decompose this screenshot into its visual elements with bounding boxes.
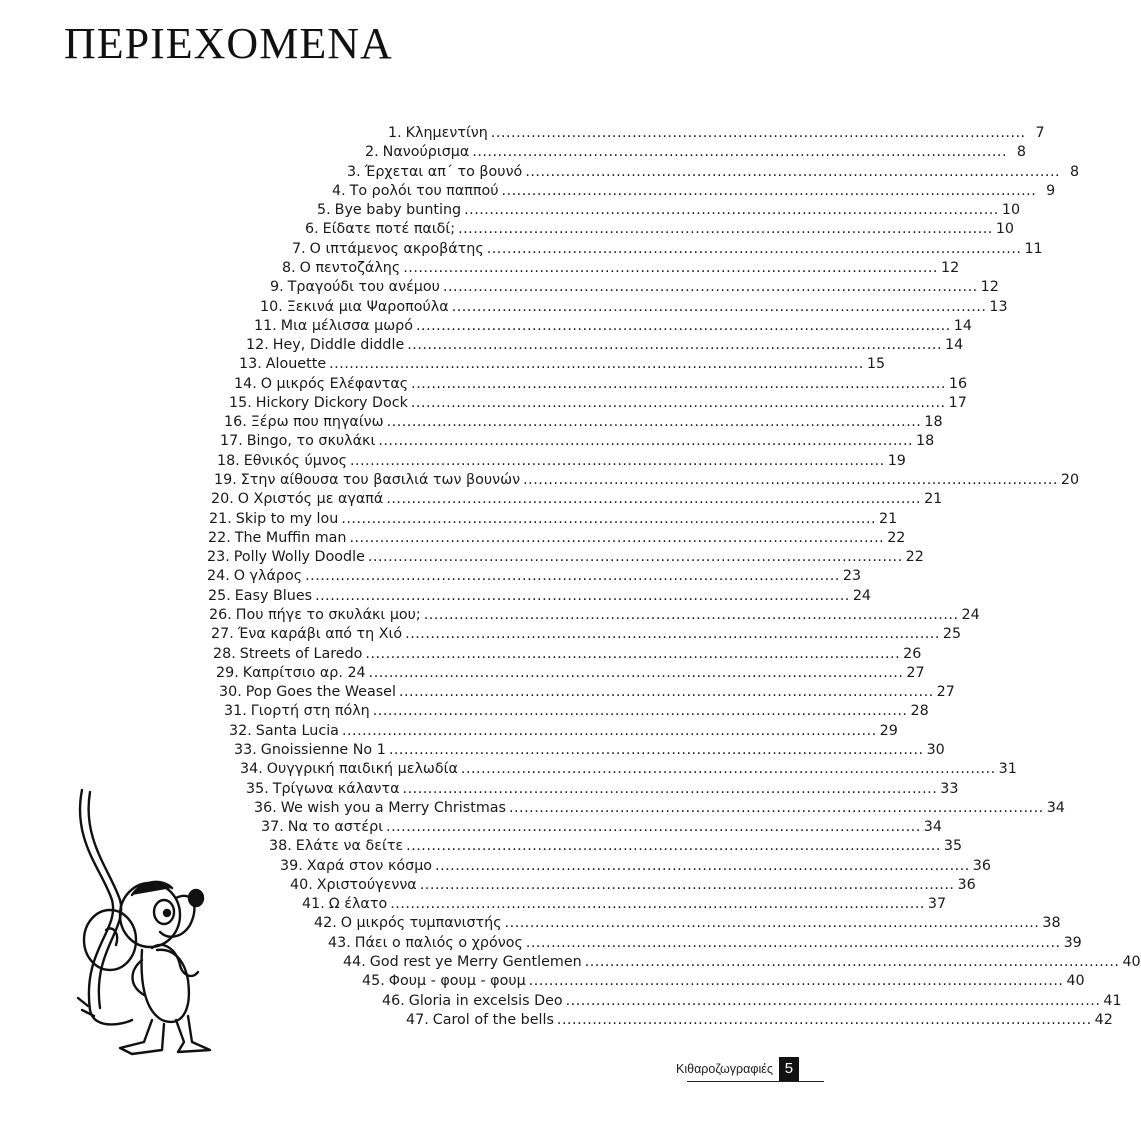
toc-entry-number: 5. (317, 202, 331, 219)
toc-entry-number: 36. (254, 799, 277, 816)
toc-entry-page: 41 (1103, 992, 1122, 1009)
toc-entry-title: Μια μέλισσα μωρό (280, 317, 413, 334)
dot-leader: .......................................................................................................... (388, 741, 924, 758)
toc-entry-number: 18. (217, 452, 240, 469)
dot-leader: .......................................................................................................... (386, 819, 921, 836)
toc-entry[interactable] (292, 240, 1043, 259)
toc-entry-page: 28 (910, 703, 929, 720)
toc-entry-title: Χριστούγεννα (316, 876, 417, 893)
dot-leader: .......................................................................................................... (528, 973, 1064, 990)
toc-entry-page: 36 (957, 876, 976, 893)
toc-entry-title: Hickory Dickory Dock (255, 394, 408, 411)
toc-entry-title: We wish you a Merry Christmas (280, 799, 506, 816)
toc-entry-page: 22 (887, 529, 906, 546)
toc-entry-page: 20 (1060, 472, 1080, 489)
toc-entry[interactable] (211, 625, 962, 644)
dot-leader: .......................................................................................................... (349, 529, 885, 546)
toc-entry-page: 40 (1066, 973, 1085, 990)
toc-entry[interactable] (280, 857, 991, 876)
dot-leader: .......................................................................................................... (403, 259, 938, 276)
toc-entry-number: 26. (209, 607, 232, 623)
toc-entry-page: 21 (879, 510, 898, 527)
toc-entry-number: 10. (260, 298, 283, 315)
dot-leader: .......................................................................................................... (365, 645, 901, 662)
toc-entry[interactable] (365, 143, 1027, 162)
toc-entry-number: 41. (302, 896, 325, 913)
dot-leader: .......................................................................................................... (349, 452, 885, 469)
toc-entry-page: 23 (842, 568, 862, 585)
toc-entry[interactable] (224, 702, 929, 721)
toc-entry-page: 13 (989, 298, 1008, 315)
dot-leader: .......................................................................................................... (464, 202, 999, 219)
toc-entry-page: 18 (916, 433, 935, 450)
toc-entry-title: Pop Goes the Weasel (245, 684, 396, 701)
dot-leader: .......................................................................................................... (416, 317, 951, 334)
toc-entry-page: 14 (953, 317, 972, 334)
toc-entry-number: 16. (224, 414, 247, 431)
toc-entry-title: Το ρολόι του παππού (349, 182, 499, 199)
toc-entry-title: God rest ye Merry Gentlemen (369, 954, 582, 971)
toc-entry[interactable] (229, 722, 898, 741)
toc-entry-title: Ξέρω που πηγαίνω (250, 414, 384, 431)
toc-entry-number: 22. (208, 529, 231, 546)
toc-entry-page: 24 (961, 607, 980, 623)
toc-entry-number: 6. (305, 221, 319, 238)
toc-entry-number: 30. (219, 684, 242, 701)
toc-entry-title: Ο ιπτάμενος ακροβάτης (309, 240, 484, 257)
toc-entry-number: 34. (240, 761, 263, 778)
toc-entry-title: Bye baby bunting (334, 202, 462, 219)
toc-entry[interactable] (220, 432, 935, 451)
toc-entry-title: Ο γλάρος (233, 568, 303, 585)
toc-entry-title: Alouette (265, 356, 327, 373)
toc-entry-number: 4. (332, 182, 346, 199)
toc-entry-number: 12. (246, 337, 269, 354)
book-title: Κιθαροζωγραφιές (676, 1062, 773, 1076)
toc-entry-title: Ο μικρός τυμπανιστής (340, 915, 502, 932)
toc-entry[interactable] (219, 683, 955, 702)
toc-entry-number: 24. (207, 568, 230, 585)
dot-leader: .......................................................................................................... (390, 896, 925, 913)
toc-entry-number: 23. (207, 549, 230, 566)
toc-entry-page: 10 (995, 221, 1015, 238)
toc-entry-title: Είδατε ποτέ παιδί; (322, 221, 456, 238)
dot-leader: .......................................................................................................... (341, 510, 877, 527)
toc-entry-page: 42 (1094, 1011, 1113, 1028)
toc-entry-page: 12 (980, 279, 999, 296)
toc-entry-title: Easy Blues (234, 587, 313, 604)
dot-leader: .......................................................................................................... (523, 472, 1058, 489)
toc-entry-page: 25 (942, 626, 962, 643)
toc-entry-page: 38 (1042, 915, 1061, 932)
toc-entry-title: Πάει ο παλιός ο χρόνος (354, 934, 523, 951)
toc-entry-title: Νανούρισμα (382, 144, 470, 161)
toc-entry-page: 15 (866, 356, 886, 373)
toc-entry[interactable] (234, 375, 968, 394)
toc-entry-number: 44. (343, 954, 366, 971)
toc-entry-title: Ουγγρική παιδική μελωδία (266, 761, 458, 778)
toc-entry-title: Έρχεται απ΄ το βουνό (364, 163, 523, 180)
toc-entry-title: Ω έλατο (328, 896, 388, 913)
toc-entry-page: 40 (1122, 954, 1141, 971)
toc-entry[interactable] (239, 355, 886, 374)
toc-entry-number: 14. (234, 375, 257, 392)
toc-entry[interactable] (229, 394, 967, 413)
toc-entry[interactable] (217, 452, 906, 471)
dot-leader: .......................................................................................................... (501, 182, 1037, 199)
dot-leader: .......................................................................................................... (368, 664, 904, 681)
dot-leader: .......................................................................................................... (386, 414, 922, 431)
toc-entry-title: Ο πεντοζάλης (299, 259, 401, 276)
toc-entry-title: Καπρίτσιο αρ. 24 (242, 664, 366, 681)
toc-entry-title: Gnoissienne No 1 (260, 741, 386, 758)
toc-entry-number: 27. (211, 626, 234, 643)
toc-entry[interactable] (382, 992, 1122, 1011)
toc-entry-number: 19. (214, 472, 237, 489)
page-title: ΠΕΡΙΕΧΟΜΕΝΑ (64, 19, 393, 68)
toc-entry-page: 11 (1024, 240, 1043, 257)
toc-entry-title: Streets of Laredo (239, 645, 363, 662)
toc-entry-number: 43. (328, 934, 351, 951)
toc-entry-title: Που πήγε το σκυλάκι μου; (235, 607, 421, 623)
dot-leader: .......................................................................................................... (451, 298, 987, 315)
toc-entry-number: 3. (347, 163, 361, 180)
toc-entry[interactable] (269, 837, 963, 856)
toc-entry-title: Εθνικός ύμνος (243, 452, 347, 469)
toc-entry-title: Polly Wolly Doodle (233, 549, 365, 566)
toc-entry-title: Ξεκινά μια Ψαροπούλα (286, 298, 449, 315)
page-footer (676, 1058, 799, 1080)
dot-leader: .......................................................................................................... (305, 568, 840, 585)
toc-entry[interactable] (209, 510, 898, 529)
toc-entry-number: 28. (213, 645, 236, 662)
toc-entry[interactable] (216, 664, 925, 683)
toc-entry-title: Santa Lucia (255, 722, 339, 739)
toc-entry[interactable] (362, 972, 1085, 991)
toc-entry-page: 31 (998, 761, 1017, 778)
toc-entry[interactable] (246, 336, 964, 355)
toc-entry[interactable] (240, 760, 1017, 779)
toc-entry-page: 27 (906, 664, 925, 681)
toc-entry[interactable] (282, 259, 960, 278)
toc-entry[interactable] (224, 413, 943, 432)
toc-entry-number: 21. (209, 510, 232, 527)
toc-entry[interactable] (208, 529, 906, 548)
dot-leader: .......................................................................................................... (556, 1011, 1092, 1028)
toc-entry-number: 46. (382, 992, 405, 1009)
page-number: 5 (779, 1057, 799, 1081)
toc-entry-number: 42. (314, 915, 337, 932)
toc-entry-page: 33 (940, 780, 959, 797)
toc-entry-page: 24 (852, 587, 872, 604)
dot-leader: .......................................................................................................... (490, 125, 1026, 141)
toc-entry[interactable] (208, 587, 872, 606)
toc-entry-number: 45. (362, 973, 385, 990)
dot-leader: .......................................................................................................... (460, 761, 996, 778)
toc-entry-title: Κλημεντίνη (405, 125, 488, 141)
toc-entry-page: 19 (887, 452, 906, 469)
toc-entry-page: 39 (1063, 934, 1082, 951)
dot-leader: .......................................................................................................... (329, 356, 864, 373)
footer-rule (687, 1081, 824, 1082)
toc-entry[interactable] (246, 780, 959, 799)
toc-entry-number: 7. (292, 240, 306, 257)
toc-entry-page: 35 (943, 838, 963, 855)
toc-entry-page: 12 (940, 259, 960, 276)
toc-entry-number: 47. (406, 1011, 429, 1028)
toc-entry-page: 8 (1016, 144, 1027, 161)
toc-entry-number: 2. (365, 144, 379, 161)
toc-entry-number: 29. (216, 664, 239, 681)
dot-leader: .......................................................................................................... (398, 684, 934, 701)
toc-entry-page: 17 (948, 394, 967, 411)
toc-entry[interactable] (328, 934, 1082, 953)
toc-entry-number: 35. (246, 780, 269, 797)
toc-entry[interactable] (234, 741, 945, 760)
toc-entry-page: 21 (924, 491, 943, 508)
toc-entry[interactable] (388, 124, 1045, 143)
mouse-illustration (72, 780, 222, 1060)
toc-entry-page: 16 (948, 375, 968, 392)
dot-leader: .......................................................................................................... (584, 954, 1120, 971)
toc-entry-title: Τρίγωνα κάλαντα (272, 780, 400, 797)
toc-entry[interactable] (270, 278, 999, 297)
toc-entry[interactable] (213, 645, 922, 664)
toc-entry[interactable] (332, 182, 1056, 201)
toc-entry-page: 26 (903, 645, 922, 662)
toc-entry-number: 33. (234, 741, 257, 758)
toc-entry[interactable] (261, 818, 942, 837)
dot-leader: .......................................................................................................... (508, 799, 1044, 816)
dot-leader: .......................................................................................................... (565, 992, 1101, 1009)
toc-entry-title: Ελάτε να δείτε (295, 838, 404, 855)
dot-leader: .......................................................................................................... (386, 491, 922, 508)
dot-leader: .......................................................................................................... (442, 279, 978, 296)
toc-entry-number: 40. (290, 876, 313, 893)
toc-entry[interactable] (214, 471, 1080, 490)
toc-entry-number: 9. (270, 279, 284, 296)
dot-leader: .......................................................................................................... (486, 240, 1022, 257)
toc-entry[interactable] (347, 163, 1080, 182)
toc-entry-page: 29 (879, 722, 898, 739)
dot-leader: .......................................................................................................... (423, 607, 959, 623)
toc-entry-number: 1. (388, 125, 402, 141)
toc-entry[interactable] (290, 876, 976, 895)
toc-entry[interactable] (254, 317, 972, 336)
toc-entry-title: Bingo, το σκυλάκι (246, 433, 376, 450)
toc-entry-title: Hey, Diddle diddle (272, 337, 405, 354)
dot-leader: .......................................................................................................... (367, 549, 903, 566)
toc-entry-number: 38. (269, 838, 292, 855)
toc-entry-title: Ο μικρός Ελέφαντας (260, 375, 409, 392)
toc-entry-number: 25. (208, 587, 231, 604)
dot-leader: .......................................................................................................... (419, 876, 955, 893)
toc-entry[interactable] (314, 914, 1061, 933)
toc-entry-title: Να το αστέρι (287, 819, 384, 836)
toc-entry-title: Στην αίθουσα του βασιλιά των βουνών (240, 472, 521, 489)
toc-entry-number: 20. (211, 491, 234, 508)
dot-leader: .......................................................................................................... (504, 915, 1040, 932)
toc-entry[interactable] (343, 953, 1141, 972)
dot-leader: .......................................................................................................... (458, 221, 993, 238)
toc-entry-page: 30 (926, 741, 945, 758)
toc-entry[interactable] (406, 1011, 1113, 1030)
toc-entry-number: 31. (224, 703, 247, 720)
toc-entry-page: 34 (923, 819, 942, 836)
toc-entry-page: 9 (1046, 182, 1056, 199)
toc-entry-page: 37 (927, 896, 947, 913)
toc-entry-page: 7 (1035, 125, 1045, 141)
toc-entry-number: 37. (261, 819, 284, 836)
toc-entry[interactable] (207, 567, 862, 586)
dot-leader: .......................................................................................................... (472, 144, 1008, 161)
toc-entry-page: 34 (1046, 799, 1065, 816)
toc-entry-page: 22 (905, 549, 924, 566)
toc-entry[interactable] (207, 548, 924, 567)
toc-entry-title: Skip to my lou (235, 510, 339, 527)
toc-entry-page: 8 (1069, 163, 1080, 180)
toc-entry-title: Carol of the bells (432, 1011, 554, 1028)
dot-leader: .......................................................................................................... (315, 587, 850, 604)
toc-entry-number: 15. (229, 394, 252, 411)
dot-leader: .......................................................................................................... (341, 722, 877, 739)
toc-entry-title: Γιορτή στη πόλη (250, 703, 370, 720)
toc-entry[interactable] (302, 895, 947, 914)
dot-leader: .......................................................................................................... (378, 433, 914, 450)
dot-leader: .......................................................................................................... (410, 394, 946, 411)
toc-entry-number: 39. (280, 857, 303, 874)
dot-leader: .......................................................................................................... (411, 375, 946, 392)
toc-entry-number: 32. (229, 722, 252, 739)
toc-entry-number: 11. (254, 317, 277, 334)
toc-entry[interactable] (254, 799, 1065, 818)
dot-leader: .......................................................................................................... (525, 163, 1061, 180)
dot-leader: .......................................................................................................... (402, 780, 938, 797)
toc-entry-title: Τραγούδι του ανέμου (287, 279, 440, 296)
toc-entry-number: 17. (220, 433, 243, 450)
toc-entry-title: The Muffin man (234, 529, 347, 546)
dot-leader: .......................................................................................................... (525, 934, 1061, 951)
toc-entry-number: 8. (282, 259, 296, 276)
toc-entry-title: Φουμ - φουμ - φουμ (388, 973, 526, 990)
toc-entry[interactable] (305, 220, 1015, 239)
toc-entry-page: 18 (924, 414, 943, 431)
toc-entry-page: 27 (936, 684, 955, 701)
toc-entry-page: 36 (972, 857, 991, 874)
toc-entry-page: 14 (945, 337, 964, 354)
dot-leader: .......................................................................................................... (372, 703, 908, 720)
toc-entry-title: Χαρά στον κόσμο (306, 857, 433, 874)
dot-leader: .......................................................................................................... (406, 838, 941, 855)
toc-entry-page: 10 (1001, 202, 1021, 219)
toc-entry-title: Ένα καράβι από τη Χιό (237, 626, 403, 643)
toc-entry[interactable] (260, 298, 1008, 317)
toc-entry[interactable] (317, 201, 1021, 220)
dot-leader: .......................................................................................................... (435, 857, 970, 874)
toc-entry[interactable] (209, 606, 980, 625)
toc-entry[interactable] (211, 490, 943, 509)
toc-entry-number: 13. (239, 356, 262, 373)
toc-entry-title: Ο Χριστός με αγαπά (237, 491, 384, 508)
toc-entry-title: Gloria in excelsis Deo (408, 992, 563, 1009)
dot-leader: .......................................................................................................... (405, 626, 940, 643)
dot-leader: .......................................................................................................... (407, 337, 942, 354)
